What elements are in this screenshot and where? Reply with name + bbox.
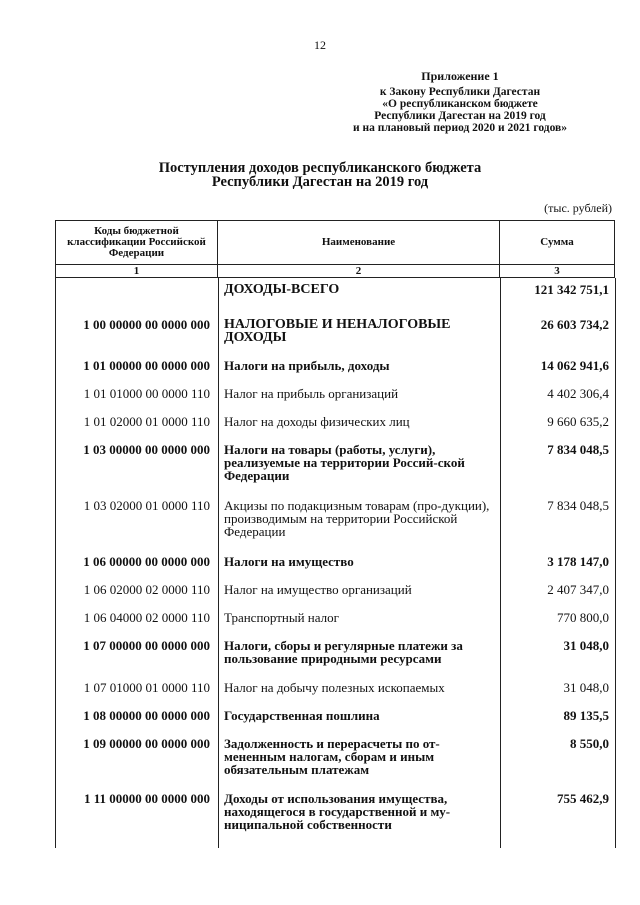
- row-sum: 4 402 306,4: [547, 386, 609, 401]
- row-sum: 7 834 048,5: [547, 498, 609, 513]
- row-code: 1 06 04000 02 0000 110: [83, 610, 210, 625]
- table-row: [55, 792, 615, 831]
- row-code: 1 01 02000 01 0000 110: [83, 414, 210, 429]
- row-sum: 2 407 347,0: [547, 582, 609, 597]
- table-row: [55, 499, 615, 538]
- table-row: [55, 709, 615, 722]
- row-name: ДОХОДЫ-ВСЕГО: [224, 282, 340, 297]
- table-row: [55, 583, 615, 596]
- appendix-block: [310, 70, 610, 134]
- table-row: [55, 283, 615, 296]
- table-row: [55, 737, 615, 776]
- row-name: Налог на добычу полезных ископаемых: [224, 680, 445, 695]
- row-sum: 31 048,0: [563, 680, 609, 695]
- document-title: [0, 161, 640, 189]
- row-name: Государственная пошлина: [224, 708, 380, 723]
- appendix-line: и на плановый период 2020 и 2021 годов»: [352, 122, 568, 134]
- column-number: 3: [500, 265, 615, 277]
- appendix-line: «О республиканском бюджете: [382, 98, 538, 110]
- document-title-line: Республики Дагестан на 2019 год: [211, 174, 429, 190]
- row-code: 1 00 00000 00 0000 000: [83, 317, 210, 332]
- row-code: [55, 283, 218, 296]
- row-code: 1 01 01000 00 0000 110: [83, 386, 210, 401]
- table-row: [55, 387, 615, 400]
- row-name: НАЛОГОВЫЕ И НЕНАЛОГОВЫЕ ДОХОДЫ: [224, 317, 451, 345]
- table-row: [55, 681, 615, 694]
- table-row: [55, 359, 615, 372]
- row-code: 1 06 02000 02 0000 110: [83, 582, 210, 597]
- row-name: Налог на доходы физических лиц: [224, 414, 410, 429]
- page-number: 12: [314, 38, 326, 52]
- row-code: 1 07 00000 00 0000 000: [83, 638, 210, 653]
- table-row: [55, 443, 615, 482]
- row-sum: 9 660 635,2: [547, 414, 609, 429]
- row-code: 1 07 01000 01 0000 110: [83, 680, 210, 695]
- row-sum: 26 603 734,2: [540, 317, 609, 332]
- row-code: 1 03 02000 01 0000 110: [83, 498, 210, 513]
- row-name: Налоги, сборы и регулярные платежи за пользование природными ресурсами: [224, 638, 463, 666]
- row-sum: 8 550,0: [570, 736, 609, 751]
- row-sum: 31 048,0: [563, 638, 609, 653]
- row-name: Транспортный налог: [224, 610, 339, 625]
- row-sum: 89 135,5: [563, 708, 609, 723]
- row-name: Налог на имущество организаций: [224, 582, 412, 597]
- table-body: [55, 278, 615, 848]
- row-name: Налоги на имущество: [224, 554, 354, 569]
- row-sum: 7 834 048,5: [547, 442, 609, 457]
- column-number: 1: [55, 265, 218, 277]
- row-code: 1 08 00000 00 0000 000: [83, 708, 210, 723]
- unit-label: (тыс. рублей): [544, 201, 612, 215]
- row-sum: 3 178 147,0: [547, 554, 609, 569]
- appendix-line: Республики Дагестан на 2019 год: [374, 110, 546, 122]
- row-sum: 755 462,9: [557, 791, 609, 806]
- row-code: 1 09 00000 00 0000 000: [83, 736, 210, 751]
- table-row: [55, 318, 615, 344]
- table-row: [55, 415, 615, 428]
- row-sum: 770 800,0: [557, 610, 609, 625]
- column-divider: [615, 278, 616, 848]
- column-number: 2: [218, 265, 500, 277]
- appendix-line: к Закону Республики Дагестан: [379, 86, 541, 98]
- table-row: [55, 611, 615, 624]
- row-sum: 14 062 941,6: [540, 358, 609, 373]
- row-name: Задолженность и перерасчеты по от-мененным налогам, сборам и иным обязательным платежам: [224, 736, 440, 777]
- header-code: Коды бюджетной классификации Российской Федерации: [55, 221, 218, 264]
- row-code: 1 01 00000 00 0000 000: [83, 358, 210, 373]
- document-title-line: Поступления доходов республиканского бюджета: [158, 160, 482, 176]
- revenue-table: [55, 220, 615, 848]
- row-code: 1 06 00000 00 0000 000: [83, 554, 210, 569]
- table-row: [55, 639, 615, 665]
- row-sum: 121 342 751,1: [534, 282, 609, 297]
- row-name: Налог на прибыль организаций: [224, 386, 399, 401]
- row-name: Акцизы по подакцизным товарам (про-дукции), производимым на территории Российской Федерации: [224, 498, 490, 539]
- row-name: Налоги на товары (работы, услуги), реализуемые на территории Россий-ской Федерации: [224, 442, 465, 483]
- row-name: Доходы от использования имущества, находящегося в государственной и му-ниципальной собственности: [224, 791, 451, 832]
- column-numbers: [55, 265, 615, 278]
- row-name: Налоги на прибыль, доходы: [224, 358, 390, 373]
- row-code: 1 03 00000 00 0000 000: [83, 442, 210, 457]
- row-code: 1 11 00000 00 0000 000: [83, 791, 210, 806]
- header-name: Наименование: [218, 221, 500, 264]
- header-sum: Сумма: [500, 221, 615, 264]
- table-header: [55, 220, 615, 265]
- table-row: [55, 555, 615, 568]
- appendix-title: Приложение 1: [421, 69, 499, 83]
